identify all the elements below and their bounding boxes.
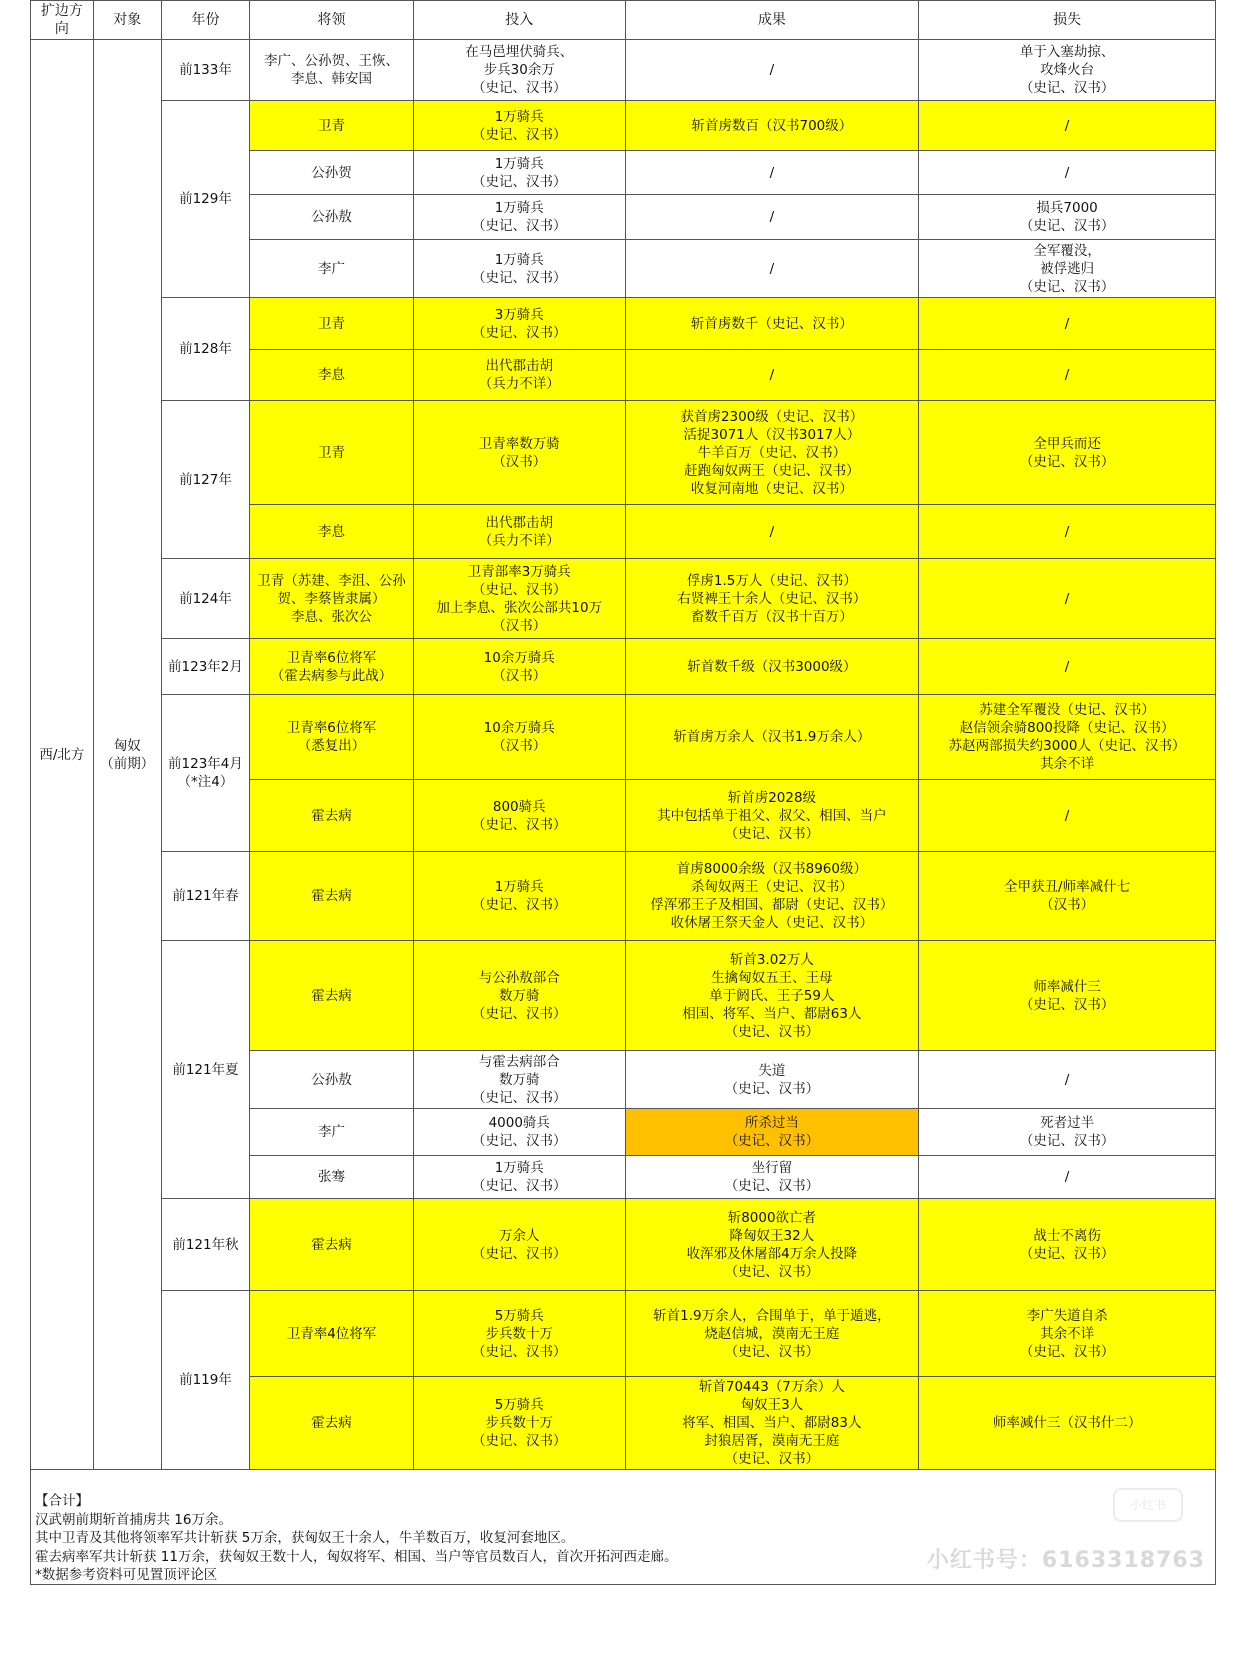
input-cell: 与公孙敖部合 数万骑 （史记、汉书）: [413, 941, 625, 1051]
result-cell: 俘虏1.5万人（史记、汉书） 右贤裨王十余人（史记、汉书） 畜数千百万（汉书十百万）: [625, 559, 919, 639]
loss-cell: 师率减什三 （史记、汉书）: [919, 941, 1216, 1051]
result-cell: 斩首70443（7万余）人 匈奴王3人 将军、相国、当户、都尉83人 封狼居胥，漠南无王庭 （史记、汉书）: [625, 1377, 919, 1470]
general-cell: 霍去病: [250, 1377, 414, 1470]
table-row: [31, 40, 1216, 101]
header-row: [31, 1, 1216, 40]
input-cell: 万余人 （史记、汉书）: [413, 1199, 625, 1291]
campaign-table: [30, 0, 1216, 1470]
loss-cell: 全军覆没， 被俘逃归 （史记、汉书）: [919, 240, 1216, 298]
loss-cell: 死者过半 （史记、汉书）: [919, 1109, 1216, 1156]
loss-cell: /: [919, 559, 1216, 639]
result-cell: 斩首虏数千（史记、汉书）: [625, 298, 919, 350]
loss-cell: 损兵7000 （史记、汉书）: [919, 195, 1216, 240]
input-cell: 1万骑兵 （史记、汉书）: [413, 240, 625, 298]
summary-line: *数据参考资料可见置顶评论区: [35, 1567, 218, 1583]
result-cell: 斩首3.02万人 生擒匈奴五王、王母 单于阏氏、王子59人 相国、将军、当户、都尉63人 （史记、汉书）: [625, 941, 919, 1051]
input-cell: 800骑兵 （史记、汉书）: [413, 780, 625, 852]
input-cell: 卫青率数万骑 （汉书）: [413, 401, 625, 505]
loss-cell: /: [919, 1156, 1216, 1199]
general-cell: 李息: [250, 350, 414, 401]
loss-cell: /: [919, 505, 1216, 559]
year-cell: 前123年2月: [161, 639, 249, 695]
loss-cell: 战士不离伤 （史记、汉书）: [919, 1199, 1216, 1291]
general-cell: 霍去病: [250, 780, 414, 852]
general-cell: 卫青: [250, 101, 414, 151]
document: [30, 0, 1216, 1585]
year-cell: 前121年秋: [161, 1199, 249, 1291]
result-cell: 失道 （史记、汉书）: [625, 1051, 919, 1109]
loss-cell: /: [919, 780, 1216, 852]
year-cell: 前128年: [161, 298, 249, 401]
input-cell: 出代郡击胡 （兵力不详）: [413, 350, 625, 401]
result-cell: 获首虏2300级（史记、汉书） 活捉3071人（汉书3017人） 牛羊百万（史记、汉书） 赶跑匈奴两王（史记、汉书） 收复河南地（史记、汉书）: [625, 401, 919, 505]
year-cell: 前121年夏: [161, 941, 249, 1199]
general-cell: 卫青: [250, 298, 414, 350]
result-cell: 斩首1.9万余人，合围单于，单于遁逃， 烧赵信城，漠南无王庭 （史记、汉书）: [625, 1291, 919, 1377]
general-cell: 卫青: [250, 401, 414, 505]
summary-line: 【合计】: [35, 1493, 89, 1509]
general-cell: 卫青率6位将军 （悉复出）: [250, 695, 414, 780]
loss-cell: /: [919, 101, 1216, 151]
target-cell: 匈奴 （前期）: [93, 40, 161, 1470]
input-cell: 5万骑兵 步兵数十万 （史记、汉书）: [413, 1291, 625, 1377]
general-cell: 卫青（苏建、李沮、公孙贺、李蔡皆隶属） 李息、张次公: [250, 559, 414, 639]
table-row: [31, 401, 1216, 505]
year-cell: 前121年春: [161, 852, 249, 941]
direction-cell: 西/北方: [31, 40, 94, 1470]
result-cell: /: [625, 350, 919, 401]
result-cell: 斩首数千级（汉书3000级）: [625, 639, 919, 695]
summary-line: 霍去病率军共计斩获 11万余，获匈奴王数十人，匈奴将军、相国、当户等官员数百人，首次开拓河西走廊。: [35, 1548, 678, 1565]
header-cell: 将领: [250, 1, 414, 40]
table-row: [31, 1199, 1216, 1291]
input-cell: 5万骑兵 步兵数十万 （史记、汉书）: [413, 1377, 625, 1470]
result-cell: 斩首虏万余人（汉书1.9万余人）: [625, 695, 919, 780]
summary-line: 其中卫青及其他将领率军共计斩获 5万余，获匈奴王十余人，牛羊数百万，收复河套地区。: [35, 1530, 575, 1546]
result-cell: /: [625, 505, 919, 559]
loss-cell: 全甲兵而还 （史记、汉书）: [919, 401, 1216, 505]
result-cell: /: [625, 151, 919, 195]
result-cell: 坐行留 （史记、汉书）: [625, 1156, 919, 1199]
loss-cell: 全甲获丑/师率减什七 （汉书）: [919, 852, 1216, 941]
input-cell: 3万骑兵 （史记、汉书）: [413, 298, 625, 350]
loss-cell: 师率减什三（汉书什二）: [919, 1377, 1216, 1470]
general-cell: 李广: [250, 1109, 414, 1156]
result-cell: 斩首虏2028级 其中包括单于祖父、叔父、相国、当户 （史记、汉书）: [625, 780, 919, 852]
watermark-logo: 小红书: [1113, 1488, 1183, 1522]
general-cell: 李息: [250, 505, 414, 559]
table-row: [31, 639, 1216, 695]
header-cell: 扩边方向: [31, 1, 94, 40]
general-cell: 霍去病: [250, 941, 414, 1051]
loss-cell: 李广失道自杀 其余不详 （史记、汉书）: [919, 1291, 1216, 1377]
table-row: [31, 298, 1216, 350]
table-body: [31, 40, 1216, 1470]
input-cell: 与霍去病部合 数万骑 （史记、汉书）: [413, 1051, 625, 1109]
loss-cell: 苏建全军覆没（史记、汉书） 赵信领余骑800投降（史记、汉书） 苏赵两部损失约3000人（史记、汉书） 其余不详: [919, 695, 1216, 780]
result-cell: /: [625, 195, 919, 240]
table-row: [31, 1291, 1216, 1377]
input-cell: 1万骑兵 （史记、汉书）: [413, 852, 625, 941]
watermark-text: 小红书号：6163318763: [926, 1548, 1205, 1573]
header-cell: 投入: [413, 1, 625, 40]
header-cell: 损失: [919, 1, 1216, 40]
general-cell: 公孙敖: [250, 195, 414, 240]
input-cell: 4000骑兵 （史记、汉书）: [413, 1109, 625, 1156]
input-cell: 1万骑兵 （史记、汉书）: [413, 151, 625, 195]
input-cell: 1万骑兵 （史记、汉书）: [413, 101, 625, 151]
input-cell: 1万骑兵 （史记、汉书）: [413, 1156, 625, 1199]
result-cell: 首虏8000余级（汉书8960级） 杀匈奴两王（史记、汉书） 俘浑邪王子及相国、都尉（史记、汉书） 收休屠王祭天金人（史记、汉书）: [625, 852, 919, 941]
loss-cell: /: [919, 350, 1216, 401]
loss-cell: /: [919, 151, 1216, 195]
input-cell: 1万骑兵 （史记、汉书）: [413, 195, 625, 240]
year-cell: 前119年: [161, 1291, 249, 1470]
year-cell: 前129年: [161, 101, 249, 298]
input-cell: 10余万骑兵 （汉书）: [413, 695, 625, 780]
header-cell: 成果: [625, 1, 919, 40]
table-row: [31, 941, 1216, 1051]
table-row: [31, 695, 1216, 780]
result-cell: 斩首虏数百（汉书700级）: [625, 101, 919, 151]
result-cell: 所杀过当 （史记、汉书）: [625, 1109, 919, 1156]
general-cell: 卫青率4位将军: [250, 1291, 414, 1377]
general-cell: 霍去病: [250, 852, 414, 941]
summary-line: 汉武朝前期斩首捕虏共 16万余。: [35, 1511, 232, 1528]
loss-cell: /: [919, 1051, 1216, 1109]
table-row: [31, 101, 1216, 151]
table-row: [31, 852, 1216, 941]
table-row: [31, 559, 1216, 639]
year-cell: 前123年4月 （*注4）: [161, 695, 249, 852]
result-cell: /: [625, 40, 919, 101]
header-cell: 年份: [161, 1, 249, 40]
general-cell: 公孙敖: [250, 1051, 414, 1109]
input-cell: 10余万骑兵 （汉书）: [413, 639, 625, 695]
general-cell: 李广、公孙贺、王恢、 李息、韩安国: [250, 40, 414, 101]
year-cell: 前124年: [161, 559, 249, 639]
input-cell: 在马邑埋伏骑兵、 步兵30余万 （史记、汉书）: [413, 40, 625, 101]
general-cell: 霍去病: [250, 1199, 414, 1291]
general-cell: 李广: [250, 240, 414, 298]
result-cell: 斩8000欲亡者 降匈奴王32人 收浑邪及休屠部4万余人投降 （史记、汉书）: [625, 1199, 919, 1291]
loss-cell: /: [919, 298, 1216, 350]
loss-cell: 单于入塞劫掠、 攻烽火台 （史记、汉书）: [919, 40, 1216, 101]
input-cell: 卫青部率3万骑兵 （史记、汉书） 加上李息、张次公部共10万 （汉书）: [413, 559, 625, 639]
loss-cell: /: [919, 639, 1216, 695]
year-cell: 前133年: [161, 40, 249, 101]
year-cell: 前127年: [161, 401, 249, 559]
header-cell: 对象: [93, 1, 161, 40]
general-cell: 公孙贺: [250, 151, 414, 195]
result-cell: /: [625, 240, 919, 298]
input-cell: 出代郡击胡 （兵力不详）: [413, 505, 625, 559]
summary-section: [30, 1470, 1216, 1585]
general-cell: 张骞: [250, 1156, 414, 1199]
general-cell: 卫青率6位将军 （霍去病参与此战）: [250, 639, 414, 695]
